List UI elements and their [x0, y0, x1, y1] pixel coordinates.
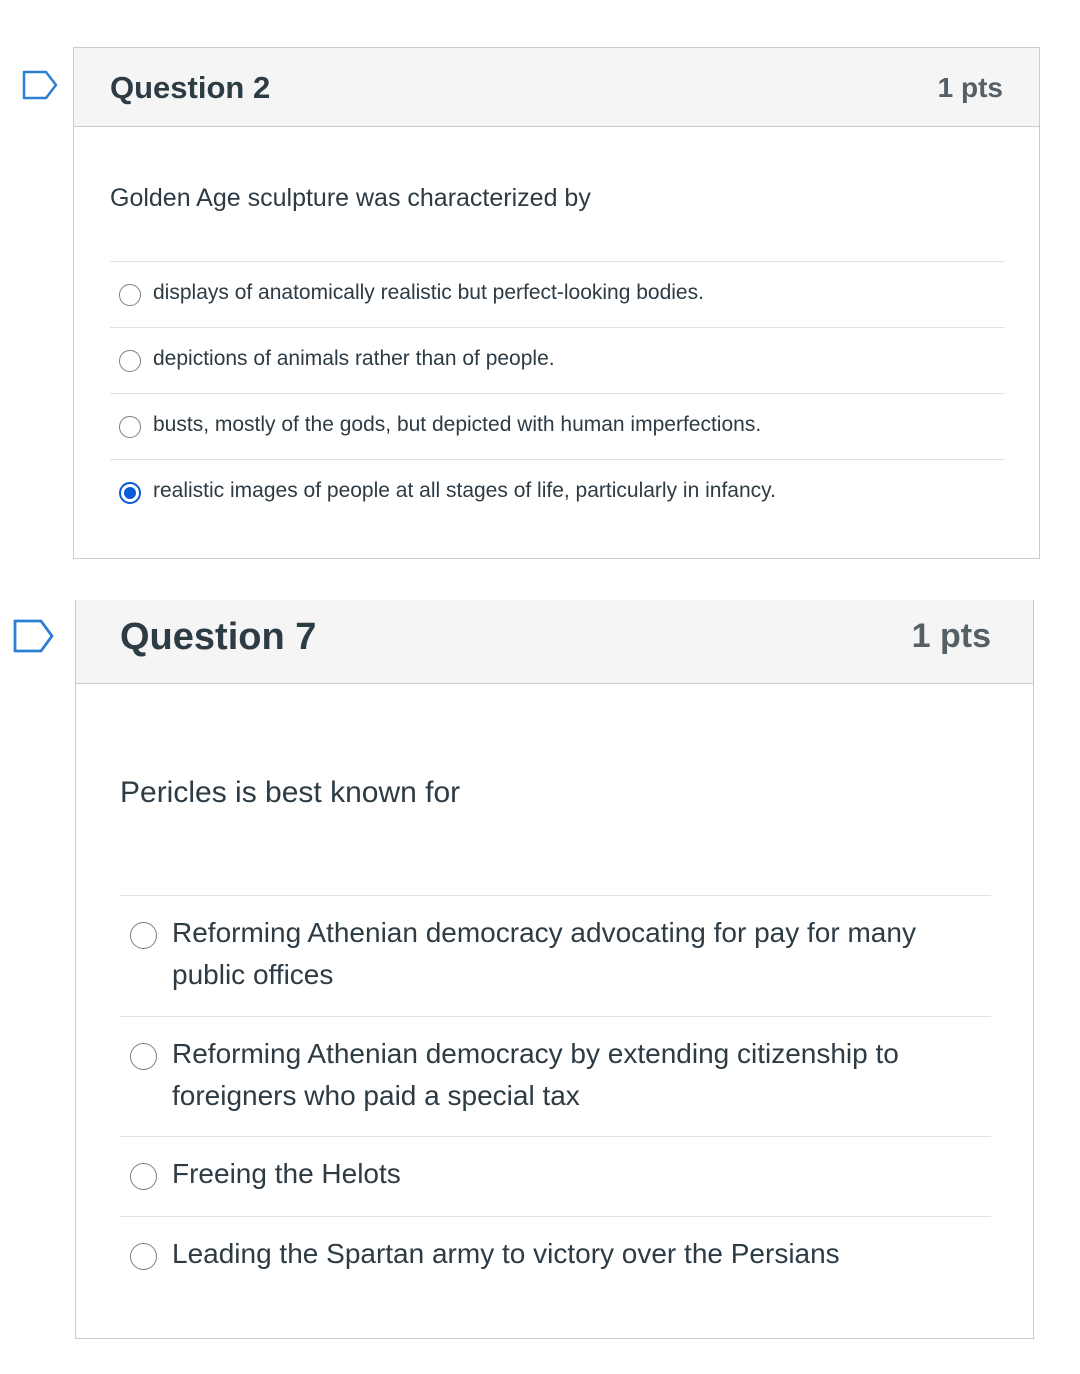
answer-option[interactable] — [120, 1216, 991, 1296]
answer-label[interactable]: Leading the Spartan army to victory over the Persians — [172, 1238, 840, 1269]
question-header — [76, 600, 1033, 684]
question-title: Question 2 — [110, 70, 271, 105]
answer-label[interactable]: depictions of animals rather than of people. — [153, 347, 555, 370]
answer-option[interactable] — [110, 459, 1005, 525]
answer-label[interactable]: Reforming Athenian democracy by extending citizenship to foreigners who paid a special tax — [172, 1038, 899, 1111]
radio-button[interactable] — [130, 922, 157, 949]
question-text: Golden Age sculpture was characterized by — [110, 184, 591, 212]
radio-button[interactable] — [119, 284, 141, 306]
question-header — [74, 48, 1039, 127]
radio-button[interactable] — [130, 1043, 157, 1070]
answer-option[interactable] — [120, 895, 991, 1016]
radio-button-selected[interactable] — [119, 482, 141, 504]
answer-label[interactable]: realistic images of people at all stages of life, particularly in infancy. — [153, 479, 776, 502]
answer-list — [120, 895, 991, 1296]
answer-label[interactable]: busts, mostly of the gods, but depicted with human imperfections. — [153, 413, 762, 436]
radio-button[interactable] — [130, 1163, 157, 1190]
question-text: Pericles is best known for — [120, 776, 461, 809]
radio-button[interactable] — [119, 416, 141, 438]
radio-button[interactable] — [130, 1243, 157, 1270]
question-points: 1 pts — [937, 72, 1003, 103]
flag-question-7-icon[interactable] — [13, 619, 55, 653]
radio-button[interactable] — [119, 350, 141, 372]
flag-question-2-icon[interactable] — [22, 70, 58, 100]
answer-option[interactable] — [110, 327, 1005, 393]
question-card — [73, 47, 1040, 559]
answer-list — [110, 261, 1005, 525]
answer-option[interactable] — [110, 393, 1005, 459]
answer-option[interactable] — [120, 1136, 991, 1216]
answer-label[interactable]: Freeing the Helots — [172, 1158, 401, 1189]
question-title: Question 7 — [120, 616, 317, 658]
question-points: 1 pts — [911, 617, 991, 655]
question-card — [75, 600, 1034, 1339]
answer-option[interactable] — [120, 1016, 991, 1136]
answer-label[interactable]: displays of anatomically realistic but perfect-looking bodies. — [153, 281, 704, 304]
answer-option[interactable] — [110, 261, 1005, 327]
answer-label[interactable]: Reforming Athenian democracy advocating for pay for many public offices — [172, 917, 916, 990]
